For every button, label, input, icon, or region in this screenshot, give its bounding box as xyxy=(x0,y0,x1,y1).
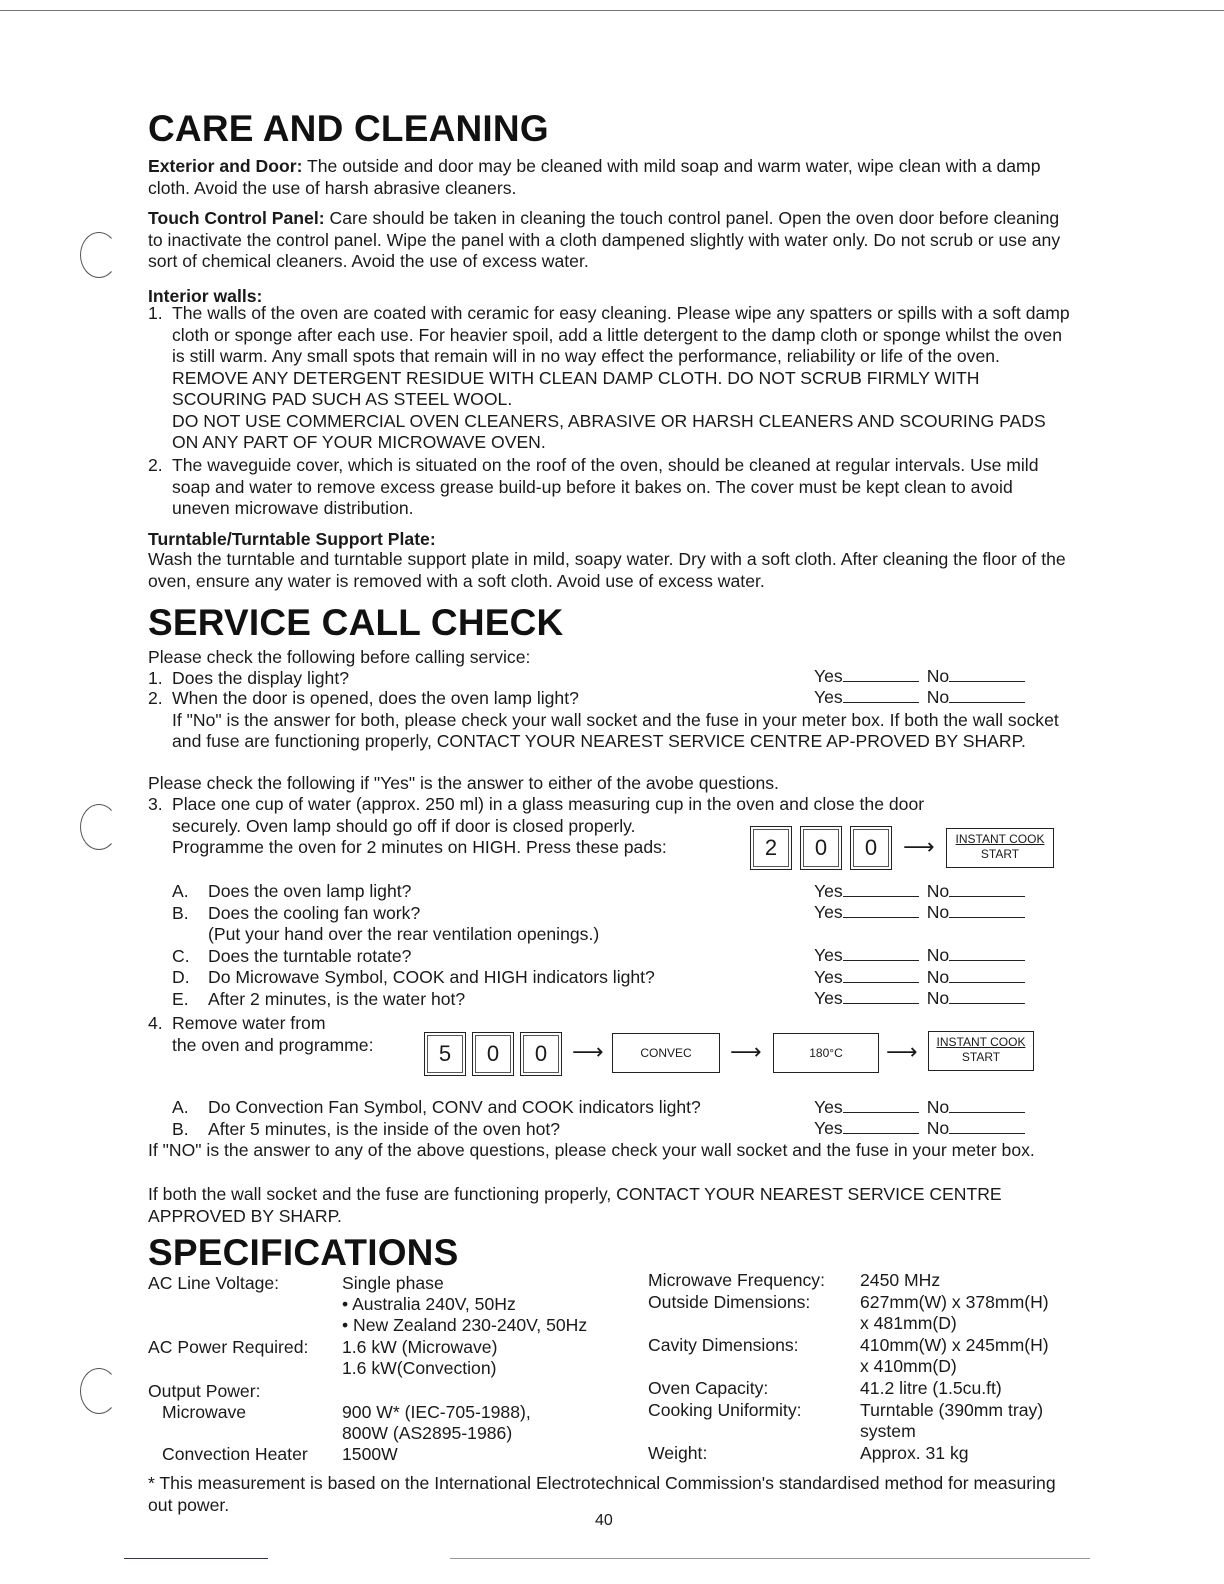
turntable-text: Wash the turntable and turntable support plate in mild, soapy water. Dry with a soft cloth. After cleaning the floor of the oven, ensure any water is removed with a soft cloth. Avoid use of excess water. xyxy=(148,549,1066,591)
yes-blank[interactable] xyxy=(843,968,919,983)
binder-hole-top xyxy=(80,232,118,278)
service-q3-subitems xyxy=(172,881,752,1010)
q4b-text: After 5 minutes, is the inside of the oven hot? xyxy=(208,1118,561,1139)
yes-blank[interactable] xyxy=(843,903,919,918)
no-blank[interactable] xyxy=(949,989,1025,1004)
yes-label: Yes xyxy=(814,988,843,1008)
q3b-text: Does the cooling fan work? xyxy=(208,902,421,923)
no-blank[interactable] xyxy=(949,1119,1025,1134)
start-label: START xyxy=(980,847,1020,861)
service-intro: Please check the following before calling service: xyxy=(148,647,531,667)
convec-button[interactable]: CONVEC xyxy=(612,1033,720,1073)
service-q1-text: Does the display light? xyxy=(172,668,350,688)
service-q4-line1: Remove water from xyxy=(172,1013,326,1033)
no-blank[interactable] xyxy=(949,667,1025,682)
yes-no-q4b xyxy=(814,1118,1025,1140)
spec-microwave-label: Microwave xyxy=(162,1402,247,1422)
spec-weight-label: Weight: xyxy=(648,1443,708,1463)
spec-freq-value: 2450 MHz xyxy=(860,1270,941,1290)
no-blank[interactable] xyxy=(949,968,1025,983)
bottom-rule-left xyxy=(124,1558,268,1559)
interior-item-2-num: 2. xyxy=(148,455,163,475)
spec-capacity-label: Oven Capacity: xyxy=(648,1378,769,1398)
care-title: CARE AND CLEANING xyxy=(148,108,549,149)
q3c-letter: C. xyxy=(172,945,190,966)
q4a-text: Do Convection Fan Symbol, CONV and COOK indicators light? xyxy=(208,1097,701,1117)
q3c-row xyxy=(172,946,752,968)
spec-convection-value: 1500W xyxy=(342,1444,398,1464)
yes-no-q3a xyxy=(814,881,1025,903)
touch-text: Care should be taken in cleaning the touch control panel. Open the oven door before cleaning to inactivate the control panel. Wipe the panel with a cloth dampened slightly with water only. Do not scrub or use any sort of chemical cleaners. Avoid the use of excess water. xyxy=(148,208,1061,271)
no-label: No xyxy=(926,988,950,1008)
no-blank[interactable] xyxy=(949,688,1025,703)
q3e-row xyxy=(172,989,752,1011)
spec-outside-label: Outside Dimensions: xyxy=(648,1292,811,1312)
yes-no-q3b xyxy=(814,902,1025,924)
yes-blank[interactable] xyxy=(843,989,919,1004)
service-q3-num: 3. xyxy=(148,794,163,814)
q3a-text: Does the oven lamp light? xyxy=(208,881,412,901)
interior-item-1-warning: DO NOT USE COMMERCIAL OVEN CLEANERS, ABRASIVE OR HARSH CLEANERS AND SCOURING PADS ON ANY PART OF YOUR MICROWAVE OVEN. xyxy=(172,410,1046,452)
yes-no-q3c xyxy=(814,945,1025,967)
q3d-row xyxy=(172,967,752,989)
binder-hole-bottom xyxy=(80,1368,118,1414)
spec-capacity-value: 41.2 litre (1.5cu.ft) xyxy=(860,1378,1002,1398)
no-label: No xyxy=(926,945,950,965)
yes-label: Yes xyxy=(814,1118,843,1138)
no-label: No xyxy=(926,1118,950,1138)
pad-5[interactable]: 5 xyxy=(424,1032,466,1076)
yes-blank[interactable] xyxy=(843,667,919,682)
specs-title: SPECIFICATIONS xyxy=(148,1232,459,1273)
service-outro-1: If "NO" is the answer to any of the above questions, please check your wall socket and the fuse in your meter box. xyxy=(148,1140,1035,1160)
spec-ac-voltage-1: Single phase xyxy=(342,1273,444,1293)
no-label: No xyxy=(926,1097,950,1117)
spec-ac-power-1: 1.6 kW (Microwave) xyxy=(342,1337,498,1357)
yes-no-q3e xyxy=(814,988,1025,1010)
q3d-letter: D. xyxy=(172,967,190,987)
touch-paragraph xyxy=(148,208,1073,273)
yes-label: Yes xyxy=(814,902,843,922)
no-label: No xyxy=(926,881,950,901)
yes-no-q4a xyxy=(814,1097,1025,1119)
q3c-text: Does the turntable rotate? xyxy=(208,945,412,966)
spec-microwave-1: 900 W* (IEC-705-1988), xyxy=(342,1402,531,1422)
yes-no-q3d xyxy=(814,967,1025,989)
service-q3-line2: securely. Oven lamp should go off if door is closed properly. xyxy=(172,815,636,836)
spec-cavity-label: Cavity Dimensions: xyxy=(648,1335,799,1355)
no-blank[interactable] xyxy=(949,946,1025,961)
interior-item-1-num: 1. xyxy=(148,303,163,323)
service-q4-num: 4. xyxy=(148,1013,163,1033)
q3b-row xyxy=(172,903,752,925)
bottom-rule-right xyxy=(450,1558,1090,1559)
temperature-button[interactable]: 180°C xyxy=(773,1033,879,1073)
yes-label: Yes xyxy=(814,967,843,987)
pad-0-second[interactable]: 0 xyxy=(850,826,892,870)
pad-0-fourth[interactable]: 0 xyxy=(520,1032,562,1076)
spec-convection-label: Convection Heater xyxy=(162,1444,308,1464)
instant-cook-start-button[interactable] xyxy=(946,828,1054,868)
spec-outside-2: x 481mm(D) xyxy=(860,1313,957,1333)
interior-item-1-text: The walls of the oven are coated with ceramic for easy cleaning. Please wipe any spatters or spills with a soft damp cloth or sponge after each use. For heavier spoil, add a little detergent to the damp cloth or sponge whilst the oven is still warm. Any small spots that remain will in no way effect the performance, reliability or life of the oven. REMOVE ANY DETERGENT RESIDUE WITH CLEAN DAMP CLOTH. DO NOT SCRUB FIRMLY WITH SCOURING PAD SUCH AS STEEL WOOL. xyxy=(172,303,1070,409)
spec-uniformity-2: system xyxy=(860,1421,916,1441)
q3b-letter: B. xyxy=(172,902,189,923)
top-rule xyxy=(0,10,1224,11)
spec-ac-voltage-label: AC Line Voltage: xyxy=(148,1273,280,1293)
yes-label: Yes xyxy=(814,1097,843,1117)
spec-cavity-1: 410mm(W) x 245mm(H) xyxy=(860,1335,1049,1355)
yes-no-q1 xyxy=(814,666,1025,688)
q4a-row xyxy=(172,1097,792,1119)
pad-0-third[interactable]: 0 xyxy=(472,1032,514,1076)
q4b-row xyxy=(172,1119,792,1141)
pad-2[interactable]: 2 xyxy=(750,826,792,870)
spec-ac-power-2: 1.6 kW(Convection) xyxy=(342,1358,497,1378)
instant-cook-label: INSTANT COOK xyxy=(955,832,1045,846)
exterior-label: Exterior and Door: xyxy=(148,156,303,176)
no-label: No xyxy=(926,666,950,686)
yes-blank[interactable] xyxy=(843,1098,919,1113)
spec-ac-voltage-2: • Australia 240V, 50Hz xyxy=(342,1294,516,1314)
spec-ac-voltage-3: • New Zealand 230-240V, 50Hz xyxy=(342,1315,588,1335)
yes-blank[interactable] xyxy=(843,882,919,897)
q3e-text: After 2 minutes, is the water hot? xyxy=(208,988,466,1009)
yes-blank[interactable] xyxy=(843,1119,919,1134)
start-label-2: START xyxy=(961,1050,1001,1064)
yes-label: Yes xyxy=(814,881,843,901)
interior-item-2-text: The waveguide cover, which is situated on the roof of the oven, should be cleaned at regular intervals. Use mild soap and water to remove excess grease build-up before it bakes on. The cover must be kept clean to avoid uneven microwave distribution. xyxy=(172,455,1039,518)
q3b-note: (Put your hand over the rear ventilation openings.) xyxy=(208,924,600,944)
arrow-icon: ⟶ xyxy=(730,1039,762,1064)
no-blank[interactable] xyxy=(949,903,1025,918)
arrow-icon: ⟶ xyxy=(886,1039,918,1064)
turntable-label: Turntable/Turntable Support Plate: xyxy=(148,529,436,549)
no-blank[interactable] xyxy=(949,1098,1025,1113)
yes-label: Yes xyxy=(814,945,843,965)
interior-item-1 xyxy=(148,303,1073,454)
exterior-paragraph xyxy=(148,156,1073,199)
service-q4-subitems xyxy=(172,1097,792,1140)
instant-cook-label-2: INSTANT COOK xyxy=(936,1035,1026,1049)
yes-label: Yes xyxy=(814,666,843,686)
q3d-text: Do Microwave Symbol, COOK and HIGH indicators light? xyxy=(208,967,655,987)
binder-hole-middle xyxy=(80,804,118,850)
pad-0-first[interactable]: 0 xyxy=(800,826,842,870)
service-q3-line3: Programme the oven for 2 minutes on HIGH. Press these pads: xyxy=(172,837,667,857)
spec-cavity-2: x 410mm(D) xyxy=(860,1356,957,1376)
spec-output-label: Output Power: xyxy=(148,1381,261,1401)
spec-freq-label: Microwave Frequency: xyxy=(648,1270,825,1290)
instant-cook-start-button-2[interactable] xyxy=(928,1031,1034,1071)
q3e-letter: E. xyxy=(172,988,189,1009)
no-label: No xyxy=(926,687,950,707)
spec-microwave-2: 800W (AS2895-1986) xyxy=(342,1423,513,1443)
interior-item-2 xyxy=(148,455,1073,520)
page-number: 40 xyxy=(595,1512,613,1529)
exterior-text: The outside and door may be cleaned with mild soap and warm water, wipe clean with a damp cloth. Avoid the use of harsh abrasive cleaners. xyxy=(148,156,1041,198)
service-q4-line2: the oven and programme: xyxy=(172,1034,374,1055)
no-label: No xyxy=(926,902,950,922)
spec-footnote: * This measurement is based on the International Electrotechnical Commission's standardised method for measuring out power. xyxy=(148,1473,1056,1515)
q3a-row xyxy=(172,881,752,903)
spec-outside-1: 627mm(W) x 378mm(H) xyxy=(860,1292,1049,1312)
q3a-letter: A. xyxy=(172,881,189,901)
spec-weight-value: Approx. 31 kg xyxy=(860,1443,969,1463)
service-q3-line1: Place one cup of water (approx. 250 ml) in a glass measuring cup in the oven and close the door xyxy=(172,794,925,814)
touch-label: Touch Control Panel: xyxy=(148,208,325,228)
yes-blank[interactable] xyxy=(843,688,919,703)
spec-uniformity-1: Turntable (390mm tray) xyxy=(860,1400,1044,1420)
yes-no-q2 xyxy=(814,687,1025,709)
yes-label: Yes xyxy=(814,687,843,707)
service-outro-2: If both the wall socket and the fuse are functioning properly, CONTACT YOUR NEAREST SERVICE CENTRE APPROVED BY SHARP. xyxy=(148,1184,1002,1226)
service-q2-note: If "No" is the answer for both, please check your wall socket and the fuse in your meter box. If both the wall socket and fuse are functioning properly, CONTACT YOUR NEAREST SERVICE CENTRE AP-PROVED BY SHARP. xyxy=(172,709,1059,751)
service-q1-num: 1. xyxy=(148,668,163,688)
no-label: No xyxy=(926,967,950,987)
yes-blank[interactable] xyxy=(843,946,919,961)
arrow-icon: ⟶ xyxy=(903,834,935,859)
spec-ac-power-label: AC Power Required: xyxy=(148,1337,309,1357)
interior-label: Interior walls: xyxy=(148,286,263,306)
service-q2-text: When the door is opened, does the oven lamp light? xyxy=(172,688,579,708)
arrow-icon: ⟶ xyxy=(572,1039,604,1064)
service-q2-num: 2. xyxy=(148,688,163,708)
q4a-letter: A. xyxy=(172,1097,189,1117)
service-intro-2: Please check the following if "Yes" is the answer to either of the avobe questions. xyxy=(148,773,779,793)
service-title: SERVICE CALL CHECK xyxy=(148,602,564,643)
no-blank[interactable] xyxy=(949,882,1025,897)
spec-uniformity-label: Cooking Uniformity: xyxy=(648,1400,802,1420)
q4b-letter: B. xyxy=(172,1118,189,1139)
